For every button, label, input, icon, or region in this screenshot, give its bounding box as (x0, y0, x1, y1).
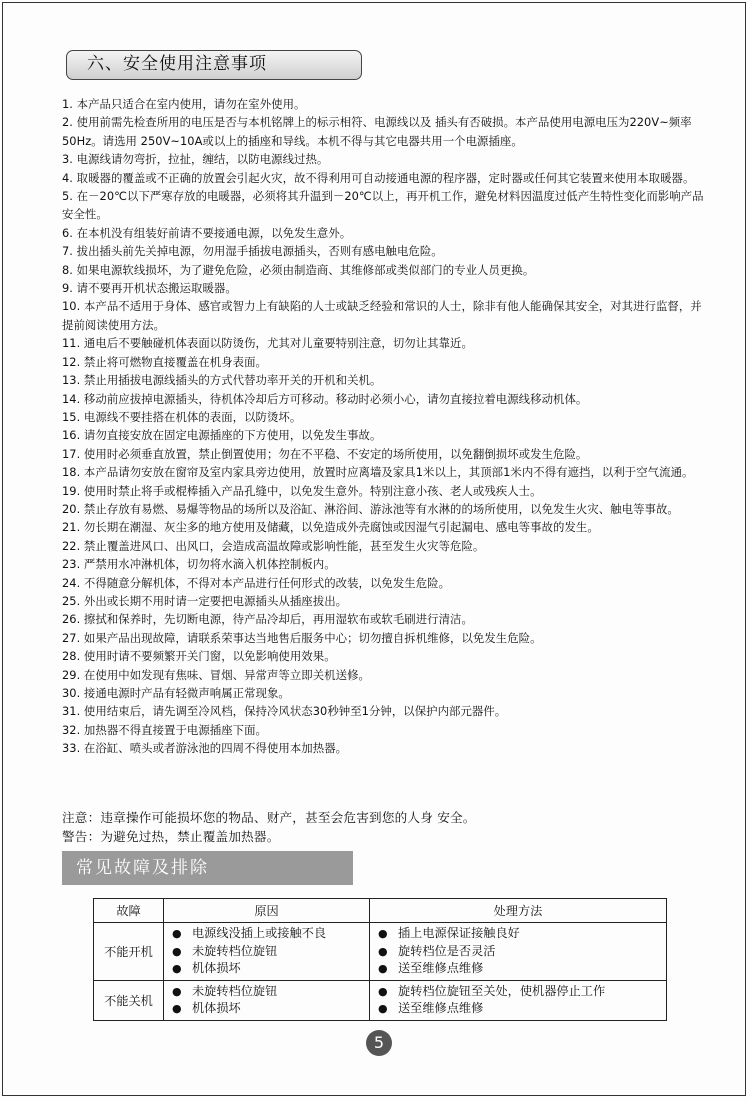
solution-item: ● 旋转档位是否灵活 (378, 943, 666, 961)
bullet-icon: ● (172, 944, 182, 958)
bullet-icon: ● (172, 984, 182, 998)
rule-item: 17. 使用时必须垂直放置，禁止倒置使用；勿在不平稳、不安定的场所使用，以免翻倒损坏或发生危险。 (62, 446, 588, 461)
rule-item: 20. 禁止存放有易燃、易爆等物品的场所以及浴缸、淋浴间、游泳池等有水淋的的场所使用，以免发生火灾、触电等事故。 (62, 501, 679, 516)
troubleshooting-table (93, 898, 667, 1021)
rule-item: 5. 在－20℃以下严寒存放的电暖器，必须将其升温到－20℃以上，再开机工作，避免材料因温度过低产生特性变化而影响产品安全性。 (62, 189, 704, 222)
solution-item: ● 送至维修点维修 (378, 1000, 666, 1018)
rule-item: 33. 在浴缸、喷头或者游泳池的四周不得使用本加热器。 (62, 741, 348, 756)
bullet-icon: ● (378, 962, 388, 975)
rule-item: 8. 如果电源软线损坏，为了避免危险，必须由制造商、其维修部或类似部门的专业人员更换。 (62, 262, 535, 277)
rule-item: 31. 使用结束后，请先调至冷风档，保持冷风状态30秒钟至1分钟，以保护内部元器件。 (62, 704, 507, 719)
rule-item: 22. 禁止覆盖进风口、出风口，会造成高温故障或影响性能，甚至发生火灾等危险。 (62, 538, 485, 553)
rule-item: 10. 本产品不适用于身体、感官或智力上有缺陷的人士或缺乏经验和常识的人士，除非有他人能确保其安全，对其进行监督，并提前阅读使用方法。 (62, 299, 702, 332)
rule-item: 25. 外出或长期不用时请一定要把电源插头从插座拔出。 (62, 593, 348, 608)
rule-item: 26. 擦拭和保养时，先切断电源，待产品冷却后，再用湿软布或软毛刷进行清洁。 (62, 612, 473, 627)
bullet-icon: ● (378, 944, 388, 958)
bullet-icon: ● (172, 927, 182, 940)
rule-item: 11. 通电后不要触碰机体表面以防烫伤，尤其对儿童要特别注意，切勿让其靠近。 (62, 336, 473, 351)
rule-item: 24. 不得随意分解机体，不得对本产品进行任何形式的改装，以免发生危险。 (62, 575, 451, 590)
header-cause: 原因 (164, 899, 370, 923)
safety-rules-list (62, 95, 712, 758)
header-solution: 处理方法 (370, 899, 667, 923)
warning-note: 警告：为避免过热，禁止覆盖加热器。 (62, 829, 280, 844)
cause-item: ● 机体损坏 (172, 1000, 369, 1018)
rule-item: 15. 电源线不要挂搭在机体的表面，以防烫坏。 (62, 409, 302, 424)
rule-item: 28. 使用时请不要频繁开关门窗，以免影响使用效果。 (62, 649, 336, 664)
rule-item: 14. 移动前应拔掉电源插头，待机体冷却后方可移动。移动时必须小心，请勿直接拉着电源线移动机体。 (62, 391, 588, 406)
rule-item: 23. 严禁用水冲淋机体，切勿将水滴入机体控制板内。 (62, 557, 336, 572)
solution-item: ● 送至维修点维修 (378, 960, 666, 978)
rule-item: 1. 本产品只适合在室内使用，请勿在室外使用。 (62, 97, 306, 111)
rule-item: 4. 取暖器的覆盖或不正确的放置会引起火灾，故不得利用可自动接通电源的程序器，定时器或任何其它装置来使用本取暖器。 (62, 170, 695, 185)
cause-item: ● 未旋转档位旋钮 (172, 943, 369, 961)
rule-item: 6. 在本机没有组装好前请不要接通电源，以免发生意外。 (62, 225, 352, 240)
bullet-icon: ● (172, 1002, 182, 1015)
rule-item: 16. 请勿直接安放在固定电源插座的下方使用，以免发生事故。 (62, 428, 382, 443)
solution-item: ● 旋转档位旋钮至关处，使机器停止工作 (378, 983, 666, 1001)
rule-item: 19. 使用时禁止将手或棍棒插入产品孔缝中，以免发生意外。特别注意小孩、老人或残疾人士。 (62, 483, 542, 498)
bullet-icon: ● (378, 927, 388, 940)
table-row (94, 980, 667, 1020)
page-number: 5 (366, 1030, 392, 1056)
section-title: 六、安全使用注意事项 (66, 50, 362, 80)
rule-item: 30. 接通电源时产品有轻微声响属正常现象。 (62, 686, 290, 700)
fault-cell: 不能开机 (94, 923, 164, 981)
table-row (94, 923, 667, 981)
fault-cell: 不能关机 (94, 980, 164, 1020)
rule-item: 3. 电源线请勿弯折，拉扯，缠结，以防电源线过热。 (62, 152, 329, 167)
troubleshooting-title: 常见故障及排除 (62, 851, 353, 885)
bullet-icon: ● (378, 984, 388, 998)
solution-cell (370, 923, 667, 981)
table-header-row (94, 899, 667, 923)
rule-item: 32. 加热器不得直接置于电源插座下面。 (62, 722, 267, 737)
bullet-icon: ● (378, 1002, 388, 1015)
rule-item: 9. 请不要再开机状态搬运取暖器。 (62, 281, 237, 296)
rule-item: 7. 拔出插头前先关掉电源，勿用湿手插拔电源插头，否则有感电触电危险。 (62, 244, 443, 259)
rule-item: 13. 禁止用插拔电源线插头的方式代替功率开关的开机和关机。 (62, 373, 382, 388)
rule-item: 18. 本产品请勿安放在窗帘及室内家具旁边使用，放置时应离墙及家具1米以上，其顶部1米内不得有遮挡，以利于空气流通。 (62, 465, 694, 480)
solution-item: ● 插上电源保证接触良好 (378, 925, 666, 943)
cause-item: ● 机体损坏 (172, 960, 369, 978)
rule-item: 2. 使用前需先检查所用的电压是否与本机铭牌上的标示相符、电源线以及 插头有否破损。本产品使用电源电压为220V~频率50Hz。请选用 250V~10A或以上的插座和导线。本机不得与其它电器共用一个电源插座。 (62, 115, 692, 148)
rule-item: 21. 勿长期在潮湿、灰尘多的地方使用及储藏，以免造成外壳腐蚀或因湿气引起漏电、感电等事故的发生。 (62, 520, 599, 535)
rule-item: 27. 如果产品出现故障，请联系荣事达当地售后服务中心；切勿擅自拆机维修，以免发生危险。 (62, 630, 542, 645)
solution-cell (370, 980, 667, 1020)
cause-item: ● 电源线没插上或接触不良 (172, 925, 369, 943)
caution-note: 注意：违章操作可能损坏您的物品、财产，甚至会危害到您的人身 安全。 (62, 810, 476, 825)
rule-item: 29. 在使用中如发现有焦味、冒烟、异常声等立即关机送修。 (62, 667, 370, 682)
notes-block (62, 808, 712, 846)
bullet-icon: ● (172, 962, 182, 975)
cause-item: ● 未旋转档位旋钮 (172, 983, 369, 1001)
cause-cell (164, 923, 370, 981)
cause-cell (164, 980, 370, 1020)
header-fault: 故障 (94, 899, 164, 923)
rule-item: 12. 禁止将可燃物直接覆盖在机身表面。 (62, 354, 267, 369)
